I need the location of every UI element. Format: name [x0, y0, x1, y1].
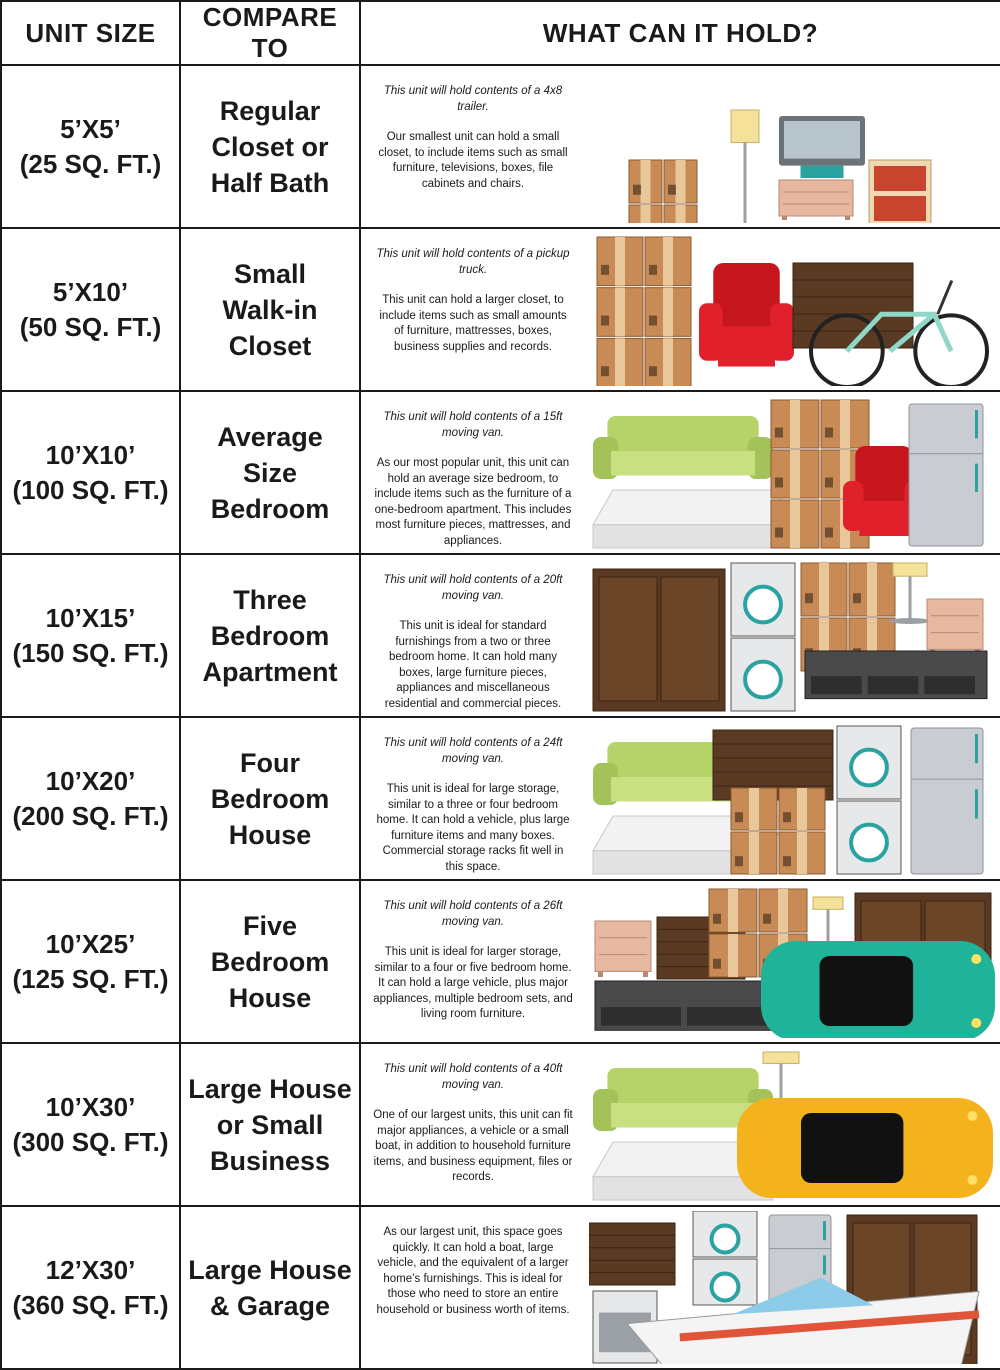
compare-to-cell: [180, 1206, 360, 1369]
unit-description-text: One of our largest units, this unit can fit major appliances, a vehicle or a small boat, in addition to household furniture items, and business equipment, files or records.: [373, 1109, 573, 1183]
compare-line: House: [228, 819, 312, 850]
unit-area: (200 SQ. FT.): [12, 800, 169, 831]
compare-line: Apartment: [202, 656, 338, 687]
compare-line: Average: [217, 421, 323, 452]
nightstand-icon: [779, 180, 853, 220]
header-what-can-it-hold: WHAT CAN IT HOLD?: [360, 1, 1000, 65]
file-cabinet-icon: [869, 160, 931, 223]
header-unit-size: UNIT SIZE: [1, 1, 180, 65]
what-can-it-hold-cell: [360, 1206, 1000, 1369]
unit-description: [373, 1225, 573, 1318]
compare-line: or Small: [216, 1109, 324, 1140]
unit-description: [373, 736, 573, 875]
table-row: [1, 65, 1000, 228]
table-row: [1, 1043, 1000, 1206]
compare-line: Bedroom: [210, 783, 330, 814]
unit-area: (150 SQ. FT.): [12, 637, 169, 668]
compare-to-cell: [180, 65, 360, 228]
compare-line: Walk-in: [222, 294, 318, 325]
table-row: [1, 717, 1000, 880]
dresser-icon: [793, 263, 913, 348]
compare-line: Business: [209, 1145, 331, 1176]
table-row: [1, 391, 1000, 554]
armchair-icon: [699, 263, 794, 367]
unit-caption: This unit will hold contents of a 15ft moving van.: [383, 411, 563, 439]
sofa-icon: [593, 416, 773, 479]
refrigerator-icon: [909, 404, 983, 546]
floor-lamp-icon: [890, 563, 931, 624]
compare-to-cell: [180, 717, 360, 880]
compare-line: House: [228, 982, 312, 1013]
washer-dryer-icon: [837, 726, 901, 874]
compare-line: & Garage: [209, 1290, 331, 1321]
compare-line: Four: [240, 747, 300, 778]
unit-caption: This unit will hold contents of a 4x8 trailer.: [383, 85, 563, 113]
unit-description-text: This unit is ideal for large storage, similar to a three or four bedroom home. It can hold a vehicle, plus large furniture items and many boxes. Commercial storage racks fit well in this space.: [376, 783, 570, 873]
nightstand-icon: [927, 599, 983, 655]
unit-description: [373, 410, 573, 549]
unit-caption: This unit will hold contents of a 24ft moving van.: [383, 737, 563, 765]
tv-stand-icon: [805, 651, 987, 699]
what-can-it-hold-cell: [360, 65, 1000, 228]
items-illustration: [589, 1211, 997, 1364]
unit-size-cell: [1, 391, 180, 554]
compare-line: Large House: [188, 1254, 352, 1285]
car-icon: [737, 1098, 993, 1198]
table-row: [1, 1206, 1000, 1369]
unit-size-cell: [1, 228, 180, 391]
unit-size-cell: [1, 65, 180, 228]
unit-description: [373, 573, 573, 712]
compare-line: Size: [242, 457, 298, 488]
compare-to-cell: [180, 228, 360, 391]
mattress-icon: [593, 490, 783, 548]
compare-line: Closet: [228, 330, 312, 361]
items-illustration: [589, 1048, 997, 1201]
unit-area: (360 SQ. FT.): [12, 1289, 169, 1320]
what-can-it-hold-cell: [360, 1043, 1000, 1206]
items-illustration: [589, 70, 997, 223]
television-icon: [779, 116, 865, 178]
unit-dimensions: 10’X20’: [45, 765, 136, 796]
unit-description-text: As our largest unit, this space goes quickly. It can hold a boat, large vehicle, and the equivalent of a larger home’s furnishings. This is ideal for those who need to store an entire household or business worth of items.: [376, 1226, 570, 1316]
items-illustration: [589, 722, 997, 875]
compare-line: Three: [233, 584, 307, 615]
items-illustration: [589, 559, 997, 712]
car-icon: [761, 941, 995, 1038]
unit-dimensions: 10’X25’: [45, 928, 136, 959]
unit-caption: This unit will hold contents of a 26ft moving van.: [383, 900, 563, 928]
unit-area: (125 SQ. FT.): [12, 963, 169, 994]
unit-size-cell: [1, 1043, 180, 1206]
boxes-icon: [629, 160, 697, 223]
compare-to-cell: [180, 391, 360, 554]
what-can-it-hold-cell: [360, 391, 1000, 554]
compare-line: Small: [233, 258, 307, 289]
unit-size-cell: [1, 880, 180, 1043]
compare-line: Regular: [219, 95, 321, 126]
unit-caption: This unit will hold contents of a 20ft moving van.: [383, 574, 563, 602]
nightstand-icon: [595, 921, 651, 977]
washer-dryer-icon: [731, 563, 795, 711]
header-row: [1, 1, 1000, 65]
compare-line: Closet or: [211, 131, 329, 162]
compare-to-cell: [180, 1043, 360, 1206]
unit-size-cell: [1, 554, 180, 717]
items-illustration: [589, 885, 997, 1038]
compare-line: Large House: [188, 1073, 352, 1104]
dresser-icon: [589, 1223, 675, 1285]
table-row: [1, 880, 1000, 1043]
unit-description-text: Our smallest unit can hold a small closet, to include items such as small furniture, televisions, boxes, file cabinets and chairs.: [378, 131, 568, 190]
unit-area: (300 SQ. FT.): [12, 1126, 169, 1157]
table-row: [1, 554, 1000, 717]
compare-line: Half Bath: [210, 167, 330, 198]
unit-description: [373, 1062, 573, 1186]
unit-description-text: This unit is ideal for standard furnishings from a two or three bedroom home. It can hold many boxes, large furniture pieces, appliances and miscellaneous residential and commercial pieces.: [384, 620, 562, 710]
unit-description: [373, 899, 573, 1023]
header-compare-to: COMPARE TO: [180, 1, 360, 65]
items-illustration: [589, 233, 997, 386]
unit-dimensions: 10’X30’: [45, 1091, 136, 1122]
compare-line: Bedroom: [210, 946, 330, 977]
unit-description: [373, 247, 573, 355]
unit-area: (25 SQ. FT.): [19, 148, 162, 179]
what-can-it-hold-cell: [360, 717, 1000, 880]
what-can-it-hold-cell: [360, 554, 1000, 717]
unit-description-text: This unit can hold a larger closet, to include items such as small amounts of furniture, mattresses, boxes, business supplies and records.: [379, 294, 567, 353]
unit-dimensions: 10’X15’: [45, 602, 136, 633]
unit-dimensions: 5’X5’: [60, 113, 121, 144]
washer-dryer-icon: [693, 1211, 757, 1305]
compare-line: Bedroom: [210, 493, 330, 524]
unit-size-cell: [1, 717, 180, 880]
compare-to-cell: [180, 880, 360, 1043]
unit-description: [373, 84, 573, 192]
unit-description-text: As our most popular unit, this unit can hold an average size bedroom, to include items such as the furniture of a one-bedroom apartment. This includes most furniture pieces, mattresses, and appliances.: [374, 457, 572, 547]
items-illustration: [589, 396, 997, 549]
what-can-it-hold-cell: [360, 228, 1000, 391]
compare-to-cell: [180, 554, 360, 717]
unit-area: (100 SQ. FT.): [12, 474, 169, 505]
unit-dimensions: 5’X10’: [52, 276, 129, 307]
what-can-it-hold-cell: [360, 880, 1000, 1043]
unit-area: (50 SQ. FT.): [19, 311, 162, 342]
boxes-icon: [597, 237, 691, 386]
unit-dimensions: 12’X30’: [45, 1254, 136, 1285]
unit-caption: This unit will hold contents of a 40ft moving van.: [383, 1063, 563, 1091]
unit-description-text: This unit is ideal for larger storage, similar to a four or five bedroom home. It can hold a large vehicle, plus major appliances, multiple bedroom sets, and living room furniture.: [373, 946, 573, 1020]
wardrobe-icon: [593, 569, 725, 711]
compare-line: Bedroom: [210, 620, 330, 651]
unit-size-cell: [1, 1206, 180, 1369]
unit-caption: This unit will hold contents of a pickup truck.: [376, 248, 570, 276]
compare-line: Five: [242, 910, 298, 941]
unit-dimensions: 10’X10’: [45, 439, 136, 470]
floor-lamp-icon: [728, 110, 762, 223]
table-row: [1, 228, 1000, 391]
refrigerator-icon: [911, 728, 983, 874]
